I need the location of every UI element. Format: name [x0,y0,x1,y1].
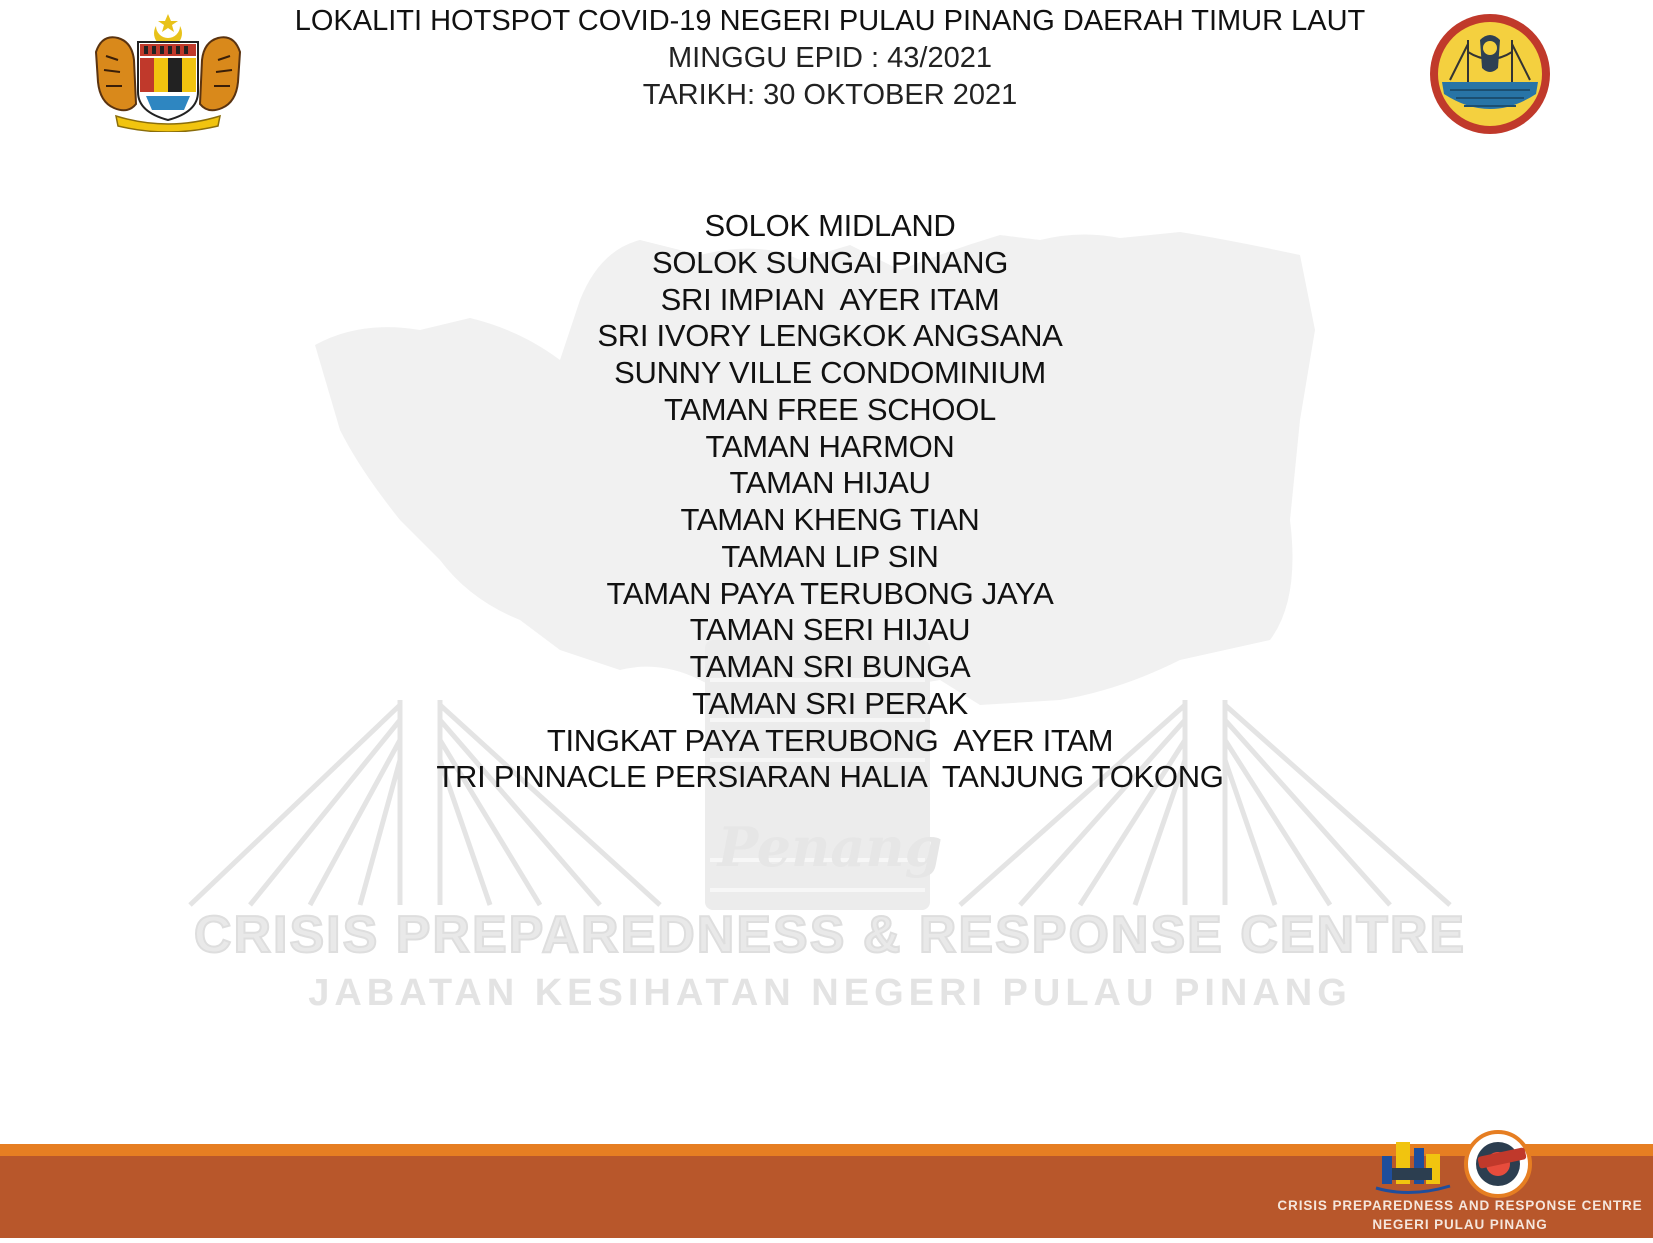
list-item: TAMAN SRI PERAK [692,685,968,721]
list-item: SUNNY VILLE CONDOMINIUM [614,355,1046,390]
epid-week: MINGGU EPID : 43/2021 [668,42,992,74]
list-item: TAMAN HIJAU [729,465,931,501]
cprc-logo-icon [1376,1142,1450,1193]
penang-state-emblem-icon [1428,12,1552,136]
locality-list [330,208,1330,796]
list-item: TAMAN LIP SIN [721,538,939,574]
watermark-script-text: Penang [717,815,943,879]
list-item: SRI IMPIAN AYER ITAM [660,281,1000,317]
list-item: SOLOK MIDLAND [704,208,956,243]
list-item: TINGKAT PAYA TERUBONG AYER ITAM [546,722,1114,758]
malaysia-coat-of-arms-icon [88,12,248,132]
header [290,2,1370,114]
list-item: SOLOK SUNGAI PINANG [651,244,1009,280]
list-item: TAMAN FREE SCHOOL [664,391,996,427]
list-item: TRI PINNACLE PERSIARAN HALIA TANJUNG TOKONG [436,759,1224,795]
list-item: TAMAN SRI BUNGA [689,649,971,684]
page-title: LOKALITI HOTSPOT COVID-19 NEGERI PULAU PINANG DAERAH TIMUR LAUT [294,5,1366,37]
footer-line-1: CRISIS PREPAREDNESS AND RESPONSE CENTRE [1277,1198,1643,1213]
list-item: TAMAN SERI HIJAU [689,612,971,648]
list-item: SRI IVORY LENGKOK ANGSANA [597,318,1063,354]
cprc-logos [1370,1128,1550,1200]
watermark-text-line2: JABATAN KESIHATAN NEGERI PULAU PINANG [308,972,1352,1014]
footer-line-2: NEGERI PULAU PINANG [1372,1217,1548,1232]
penang-lawan-covid-icon [1466,1132,1530,1196]
list-item: TAMAN PAYA TERUBONG JAYA [606,575,1054,611]
list-item: TAMAN HARMON [705,428,955,464]
watermark-text-line1: CRISIS PREPAREDNESS & RESPONSE CENTRE [193,906,1467,964]
footer-text [1270,1196,1650,1234]
report-date: TARIKH: 30 OKTOBER 2021 [642,79,1018,111]
list-item: TAMAN KHENG TIAN [680,502,980,537]
